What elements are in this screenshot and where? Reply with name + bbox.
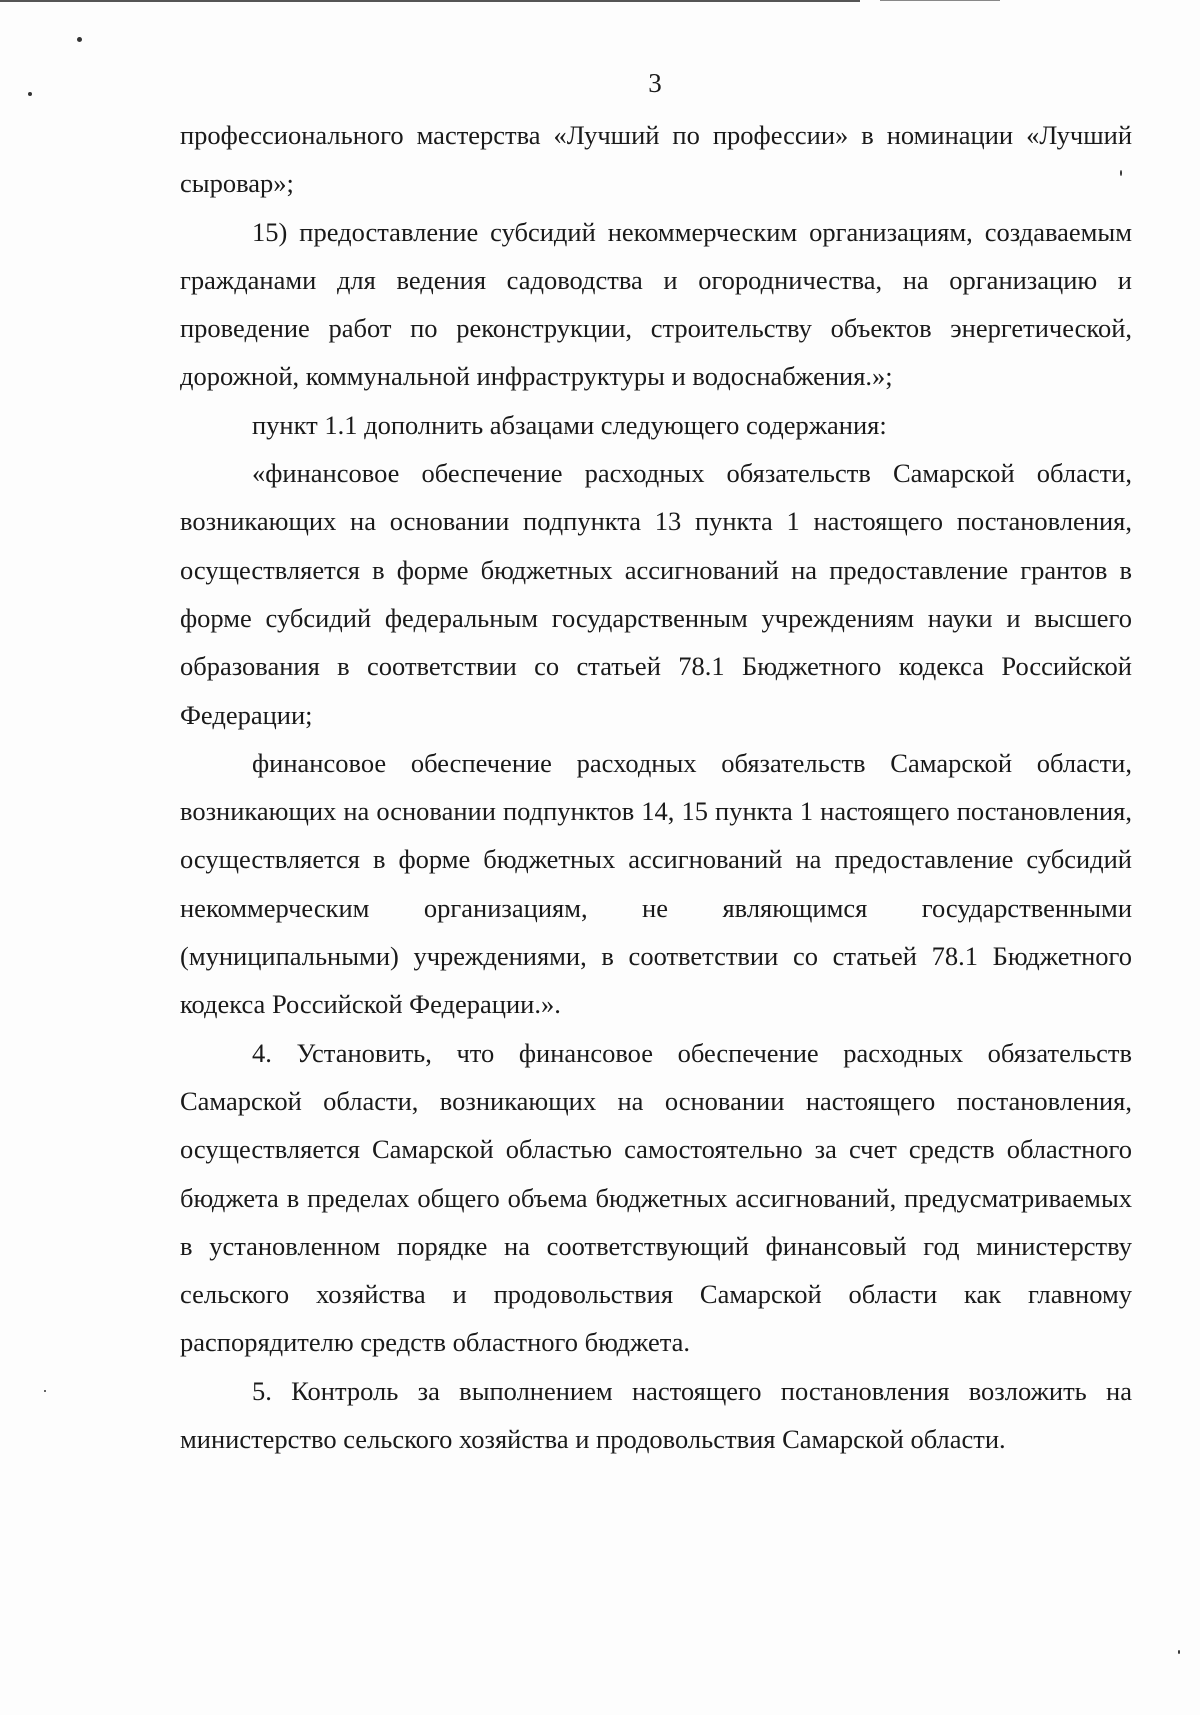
scan-speck: [1178, 1650, 1180, 1654]
paragraph-item-15: 15) предоставление субсидий некоммерческим организациям, создаваемым гражданами для ведения садоводства и огородничества, на организацию и проведение работ по реконструкции, строительству объектов энергетической, дорожной, коммунальной инфраструктуры и водоснабжения.»;: [180, 216, 1132, 392]
scan-edge-line: [0, 0, 860, 2]
paragraph-continuation: профессионального мастерства «Лучший по профессии» в номинации «Лучший сыровар»;: [180, 120, 1132, 199]
scan-speck: [44, 1390, 46, 1392]
paragraph-item-5: 5. Контроль за выполнением настоящего постановления возложить на министерство сельского хозяйства и продовольствия Самарской области.: [180, 1375, 1132, 1455]
document-body: [180, 111, 1132, 1463]
paragraph-item-4: 4. Установить, что финансовое обеспечение расходных обязательств Самарской области, возникающих на основании настоящего постановления, осуществляется Самарской областью самостоятельно за счет средств областного бюджета в пределах общего объема бюджетных ассигнований, предусматриваемых в установленном порядке на соответствующий финансовый год министерству сельского хозяйства и продовольствия Самарской области как главному распорядителю средств областного бюджета.: [180, 1037, 1132, 1358]
scan-edge-line-short: [880, 0, 1000, 1]
page-number: 3: [648, 68, 662, 98]
paragraph-point-1-1: пункт 1.1 дополнить абзацами следующего содержания:: [252, 409, 887, 440]
paragraph-financing-13: «финансовое обеспечение расходных обязательств Самарской области, возникающих на основании подпункта 13 пункта 1 настоящего постановления, осуществляется в форме бюджетных ассигнований на предоставление грантов в форме субсидий федеральным государственным учреждениям науки и высшего образования в соответствии со статьей 78.1 Бюджетного кодекса Российской Федерации;: [180, 458, 1132, 730]
paragraph-financing-14-15: финансовое обеспечение расходных обязательств Самарской области, возникающих на основании подпунктов 14, 15 пункта 1 настоящего постановления, осуществляется в форме бюджетных ассигнований на предоставление субсидий некоммерческим организациям, не являющимся государственными (муниципальными) учреждениями, в соответствии со статьей 78.1 Бюджетного кодекса Российской Федерации.».: [180, 747, 1132, 1020]
scan-speck: [77, 37, 82, 42]
